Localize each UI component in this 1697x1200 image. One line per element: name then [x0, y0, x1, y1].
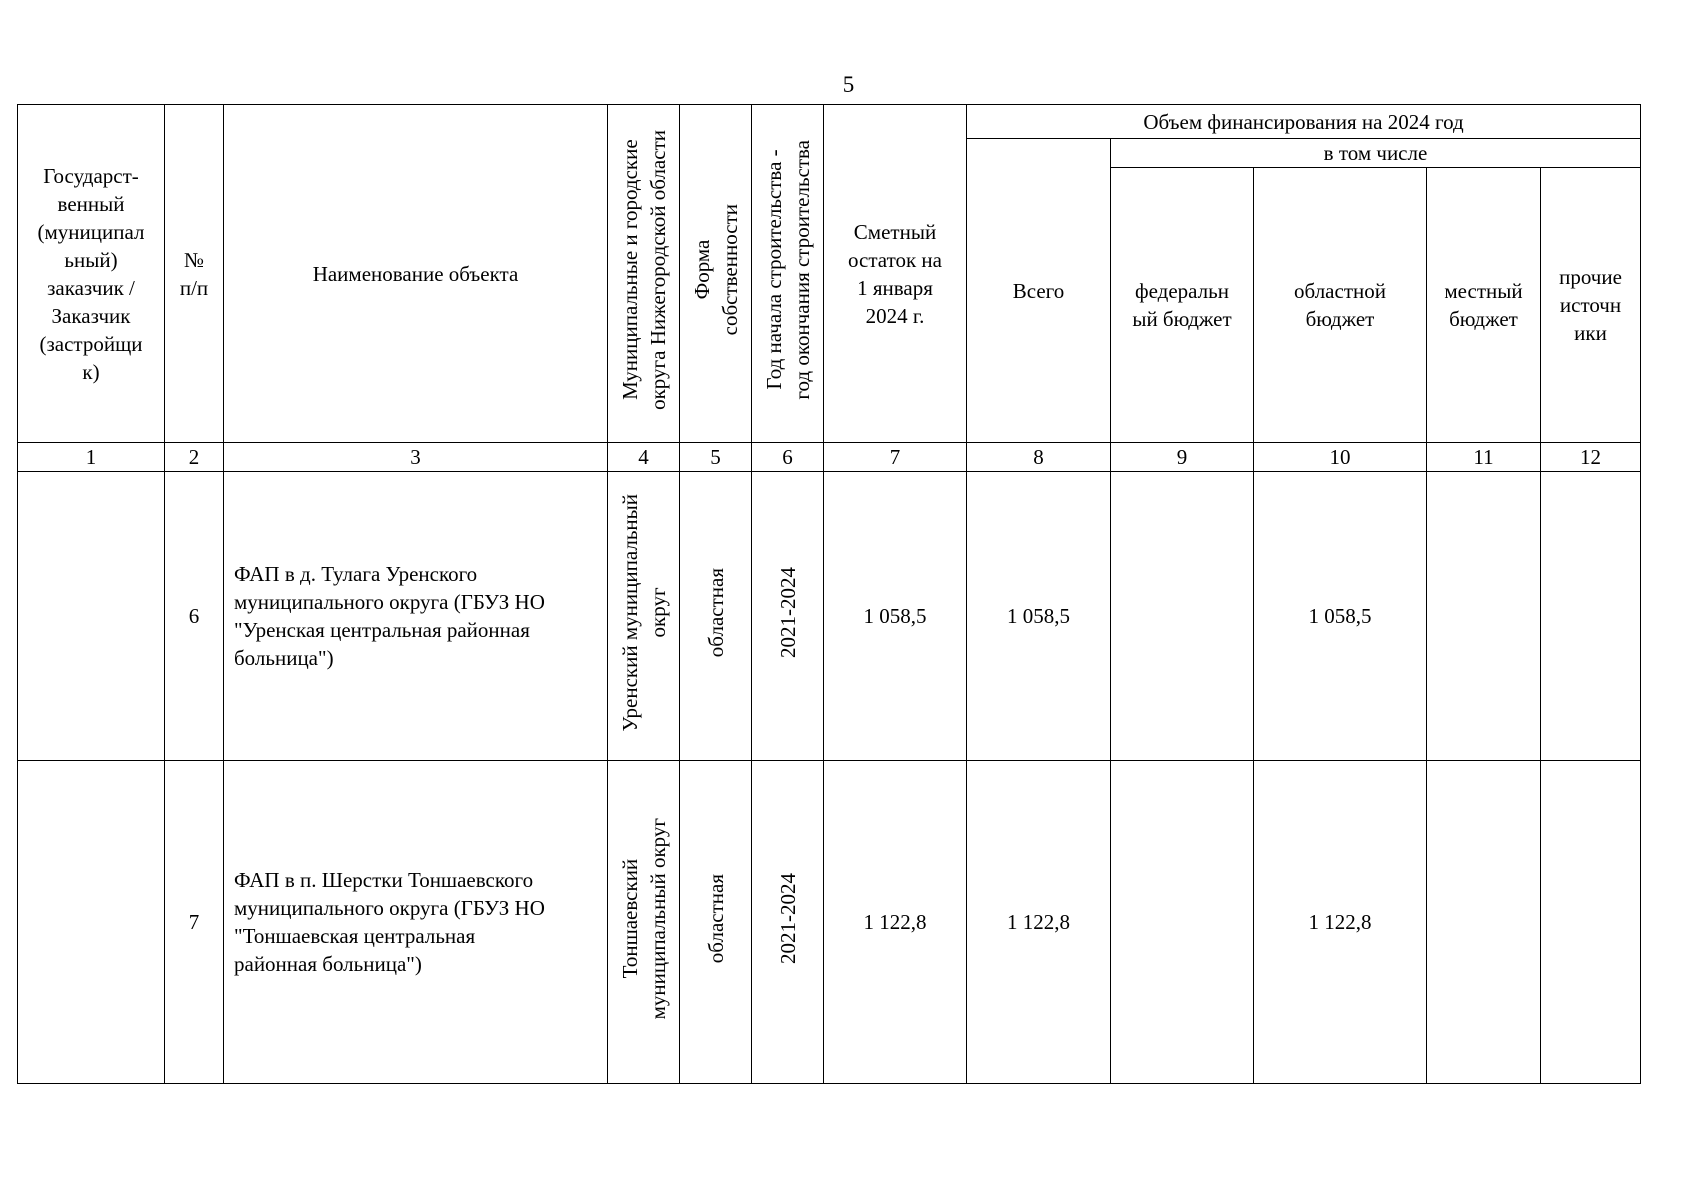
column-number: 1	[18, 443, 165, 472]
row-federal	[1111, 761, 1254, 1084]
row-num: 6	[165, 472, 224, 761]
column-number: 4	[608, 443, 680, 472]
row-local	[1427, 761, 1541, 1084]
column-number: 8	[967, 443, 1111, 472]
column-number: 7	[824, 443, 967, 472]
row-regional: 1 058,5	[1254, 472, 1427, 761]
header-federal: федеральн ый бюджет	[1111, 168, 1254, 443]
header-remainder: Сметный остаток на 1 января 2024 г.	[824, 105, 967, 443]
row-customer	[18, 761, 165, 1084]
header-including: в том числе	[1111, 139, 1641, 168]
column-number: 6	[752, 443, 824, 472]
table-row	[18, 761, 1641, 1084]
row-federal	[1111, 472, 1254, 761]
column-number: 3	[224, 443, 608, 472]
column-number: 5	[680, 443, 752, 472]
header-object-name: Наименование объекта	[224, 105, 608, 443]
row-years-cell	[752, 761, 824, 1084]
row-municipality-cell	[608, 472, 680, 761]
row-years: 2021-2024	[775, 567, 800, 658]
row-remainder: 1 058,5	[824, 472, 967, 761]
row-local	[1427, 472, 1541, 761]
row-customer	[18, 472, 165, 761]
header-total: Всего	[967, 139, 1111, 443]
header-ownership: Форма собственности	[689, 204, 742, 336]
column-number: 9	[1111, 443, 1254, 472]
table-row	[18, 472, 1641, 761]
header-municipality: Муниципальные и городские округа Нижегородской области	[617, 130, 670, 410]
row-years: 2021-2024	[775, 873, 800, 964]
row-ownership-cell	[680, 761, 752, 1084]
header-funding-group: Объем финансирования на 2024 год	[967, 105, 1641, 139]
column-number: 2	[165, 443, 224, 472]
row-total: 1 058,5	[967, 472, 1111, 761]
row-municipality: Тоншаевский муниципальный округ	[617, 817, 670, 1020]
row-other	[1541, 472, 1641, 761]
row-object-name: ФАП в п. Шерстки Тоншаевского муниципального округа (ГБУЗ НО "Тоншаевская центральная районная больница")	[224, 761, 608, 1084]
row-ownership: областная	[703, 873, 728, 964]
row-ownership-cell	[680, 472, 752, 761]
header-regional: областной бюджет	[1254, 168, 1427, 443]
funding-table	[17, 104, 1641, 1084]
row-ownership: областная	[703, 567, 728, 658]
row-object-name: ФАП в д. Тулага Уренского муниципального округа (ГБУЗ НО "Уренская центральная районная больница")	[224, 472, 608, 761]
row-municipality: Уренский муниципальный округ	[617, 493, 670, 732]
header-years-cell	[752, 105, 824, 443]
page-number: 5	[842, 72, 855, 97]
row-regional: 1 122,8	[1254, 761, 1427, 1084]
column-number: 10	[1254, 443, 1427, 472]
row-remainder: 1 122,8	[824, 761, 967, 1084]
header-customer: Государст- венный (муниципал ьный) заказчик / Заказчик (застройщи к)	[18, 105, 165, 443]
column-number: 11	[1427, 443, 1541, 472]
header-num: № п/п	[165, 105, 224, 443]
row-total: 1 122,8	[967, 761, 1111, 1084]
column-number-row	[18, 443, 1641, 472]
row-num: 7	[165, 761, 224, 1084]
row-years-cell	[752, 472, 824, 761]
header-ownership-cell	[680, 105, 752, 443]
column-number: 12	[1541, 443, 1641, 472]
header-municipality-cell	[608, 105, 680, 443]
header-years: Год начала строительства - год окончания строительства	[761, 140, 814, 400]
header-other: прочие источн ики	[1541, 168, 1641, 443]
header-local: местный бюджет	[1427, 168, 1541, 443]
row-other	[1541, 761, 1641, 1084]
row-municipality-cell	[608, 761, 680, 1084]
